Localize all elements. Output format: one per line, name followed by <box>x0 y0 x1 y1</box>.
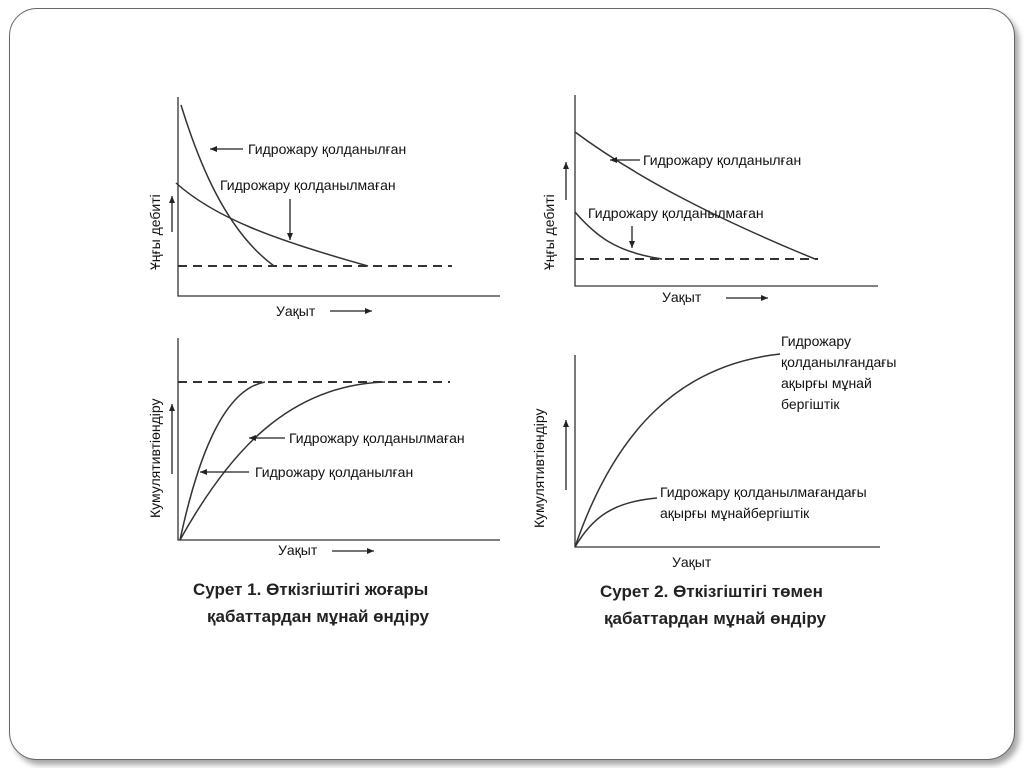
fig1-bottom-label-with: Гидрожару қолданылған <box>255 464 414 480</box>
fig2-bottom-curve-without-frac <box>575 498 657 547</box>
fig2-top-xlabel: Уақыт <box>662 289 702 305</box>
fig1-bottom-curve-without-frac <box>180 382 385 540</box>
fig2-bottom-label-with-3: ақырғы мұнай <box>781 375 872 391</box>
fig2-bottom-label-with-1: Гидрожару <box>781 333 851 349</box>
fig2-bottom-label-without-2: ақырғы мұнайбергіштік <box>660 505 810 521</box>
fig1-top-label-with: Гидрожару қолданылған <box>248 141 407 157</box>
fig2-caption-line2: қабаттардан мұнай өндіру <box>604 609 826 628</box>
fig2-bottom-ylabel: Кумулятивтіөндіру <box>531 408 547 528</box>
fig1-bottom-chart <box>147 338 500 558</box>
fig1-caption-line2: қабаттардан мұнай өндіру <box>207 607 429 626</box>
fig2-top-ylabel: Ұңғы дебиті <box>541 194 557 270</box>
fig1-caption-line1: Сурет 1. Өткізгіштігі жоғары <box>193 580 429 599</box>
fig1-top-xlabel: Уақыт <box>276 303 316 319</box>
fig2-bottom-label-with-2: қолданылғандағы <box>781 354 897 370</box>
fig2-caption-line1: Сурет 2. Өткізгіштігі төмен <box>600 582 823 601</box>
fig1-top-label-without: Гидрожару қолданылмаған <box>220 177 396 193</box>
fig1-bottom-curve-with-frac <box>180 382 265 540</box>
fig1-top-chart <box>147 97 500 319</box>
fig2-top-label-without: Гидрожару қолданылмаған <box>588 205 764 221</box>
fig1-bottom-xlabel: Уақыт <box>278 542 318 558</box>
fig2-top-axes <box>575 95 878 286</box>
fig1-top-ylabel: Ұңғы дебиті <box>147 194 163 270</box>
fig2-bottom-label-without-1: Гидрожару қолданылмағандағы <box>660 484 867 500</box>
fig2-bottom-xlabel: Уақыт <box>672 554 712 570</box>
fig1-bottom-ylabel: Кумулятивтіөндіру <box>147 398 163 518</box>
fig1-bottom-label-without: Гидрожару қолданылмаған <box>289 430 465 446</box>
fig2-top-chart <box>541 95 878 305</box>
fig2-bottom-chart <box>531 333 896 570</box>
fig2-top-label-with: Гидрожару қолданылған <box>643 152 802 168</box>
fig2-bottom-label-with-4: бергіштік <box>781 396 840 412</box>
fig1-top-curve-without-frac <box>176 183 368 266</box>
